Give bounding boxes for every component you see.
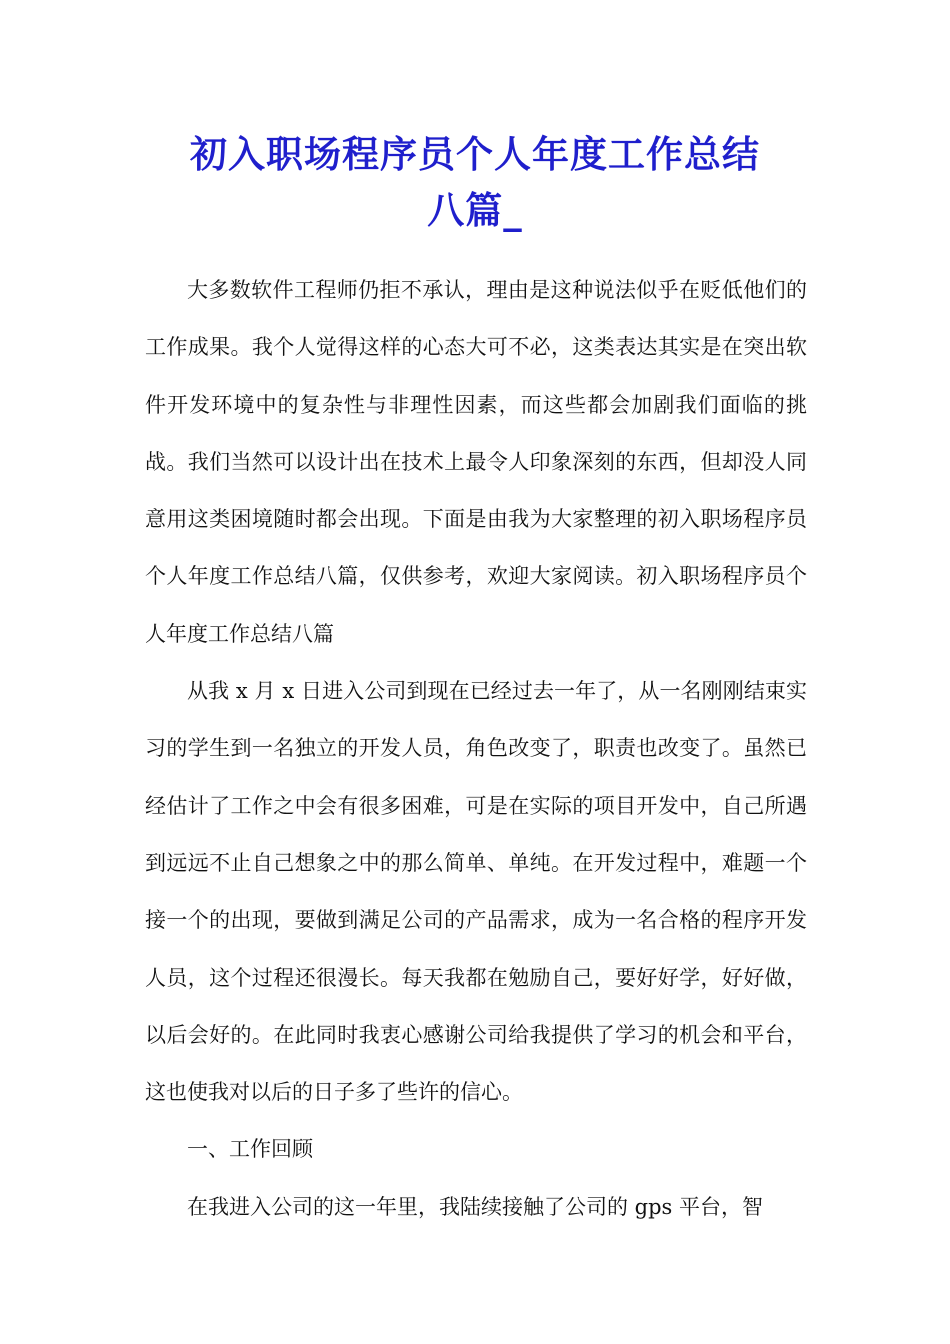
paragraph-review-opening: 从我 x 月 x 日进入公司到现在已经过去一年了，从一名刚刚结束实习的学生到一名独立的开发人员，角色改变了，职责也改变了。虽然已经估计了工作之中会有很多困难，可是在实际的项目开发中，自己所遇到远远不止自己想象之中的那么简单、单纯。在开发过程中，难题一个接一个的出现，要做到满足公司的产品需求，成为一名合格的程序开发人员，这个过程还很漫长。每天我都在勉励自己，要好好学，好好做，以后会好的。在此同时我衷心感谢公司给我提供了学习的机会和平台，这也使我对以后的日子多了些许的信心。 (145, 679, 807, 1105)
paragraph-work-review: 在我进入公司的这一年里，我陆续接触了公司的 gps 平台，智 (187, 1194, 764, 1219)
title-line-1: 初入职场程序员个人年度工作总结 (190, 132, 760, 176)
document-title (145, 126, 805, 238)
title-line-2: 八篇_ (427, 188, 523, 232)
section-heading-work-review: 一、工作回顾 (187, 1137, 313, 1162)
paragraph-intro: 大多数软件工程师仍拒不承认，理由是这种说法似乎在贬低他们的工作成果。我个人觉得这样的心态大可不必，这类表达其实是在突出软件开发环境中的复杂性与非理性因素，而这些都会加剧我们面临的挑战。我们当然可以设计出在技术上最令人印象深刻的东西，但却没人同意用这类困境随时都会出现。下面是由我为大家整理的初入职场程序员个人年度工作总结八篇，仅供参考，欢迎大家阅读。初入职场程序员个人年度工作总结八篇 (145, 278, 807, 646)
document-body (145, 262, 807, 1236)
